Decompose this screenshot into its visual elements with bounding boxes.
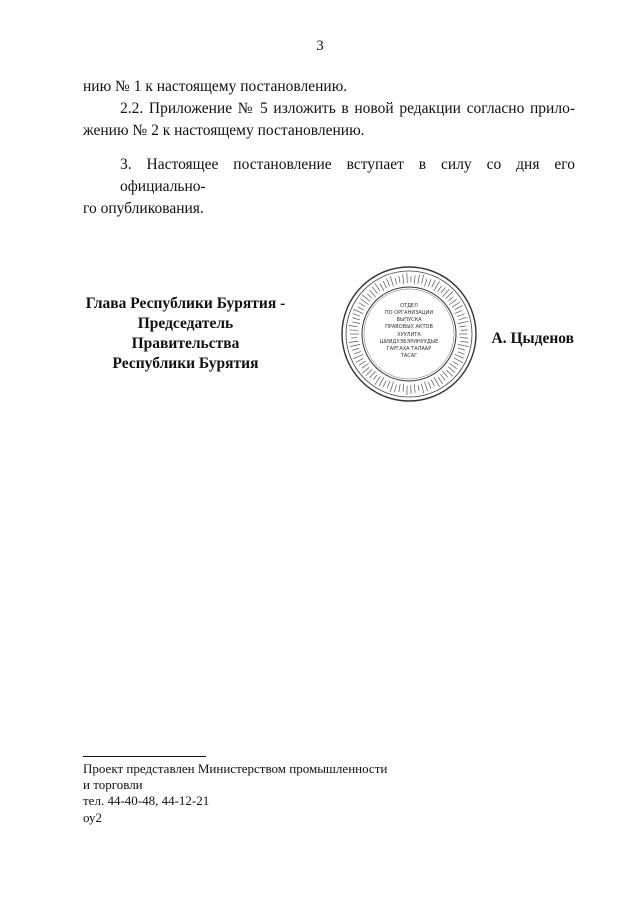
seal-ring-mark bbox=[399, 384, 400, 392]
paragraph-2-2 bbox=[83, 98, 575, 142]
seal-ring-mark bbox=[362, 295, 370, 301]
seal-ring-mark bbox=[387, 381, 390, 387]
paragraph-line: го опубликования. bbox=[83, 200, 204, 217]
seal-ring-mark bbox=[349, 341, 359, 342]
footnote bbox=[83, 761, 387, 809]
seal-ring-mark bbox=[373, 375, 377, 380]
seal-ring-mark bbox=[449, 363, 456, 368]
seal-ring-mark bbox=[375, 376, 381, 384]
seal-ring-mark bbox=[353, 354, 363, 358]
seal-text-line: ПРАВОВЫХ АКТОВ bbox=[385, 324, 433, 330]
seal-ring-mark bbox=[360, 299, 368, 305]
seal-ring-mark bbox=[366, 369, 372, 375]
seal-ring-mark bbox=[424, 382, 427, 392]
paragraph-3 bbox=[83, 154, 575, 220]
seal-ring-mark bbox=[455, 354, 464, 358]
seal-ring-mark bbox=[367, 294, 371, 298]
paragraph-line: жению № 2 к настоящему постановлению. bbox=[83, 122, 365, 139]
seal-ring-mark bbox=[448, 367, 455, 373]
footnote-line: тел. 44-40-48, 44-12-21 bbox=[83, 793, 210, 808]
seal-ring-mark bbox=[370, 290, 376, 297]
seal-ring-mark bbox=[383, 281, 387, 288]
signatory-title bbox=[83, 294, 288, 374]
seal-ring-mark bbox=[356, 358, 363, 362]
seal-ring-mark bbox=[449, 299, 456, 304]
seal-ring-mark bbox=[387, 278, 390, 285]
paragraph-line: 2.2. Приложение № 5 изложить в новой редакции согласно прило- bbox=[120, 100, 575, 117]
seal-ring-mark bbox=[375, 283, 380, 290]
seal-text-line: ГАРГАХА ТАЛААР bbox=[386, 346, 432, 352]
seal-ring-mark bbox=[395, 278, 397, 285]
seal-ring-mark bbox=[441, 288, 445, 294]
seal-ring-mark bbox=[438, 377, 442, 384]
seal-ring-mark bbox=[428, 382, 431, 388]
seal-ring-mark bbox=[370, 371, 376, 378]
seal-ring-mark bbox=[353, 309, 363, 313]
seal-ring-mark bbox=[442, 371, 447, 377]
seal-ring-mark bbox=[428, 279, 431, 286]
seal-ring-mark bbox=[379, 377, 384, 386]
seal-ring-mark bbox=[380, 284, 384, 291]
seal-ring-mark bbox=[460, 326, 467, 327]
page-number: 3 bbox=[316, 38, 324, 54]
seal-ring-mark bbox=[458, 344, 469, 346]
seal-text-line: ВЫПУСКА bbox=[396, 317, 422, 323]
seal-ring-mark bbox=[399, 276, 400, 283]
seal-ring-mark bbox=[422, 275, 424, 284]
signatory-title-line: Республики Бурятия bbox=[112, 355, 259, 372]
seal-ring-mark bbox=[449, 297, 454, 301]
seal-ring-mark bbox=[352, 348, 359, 350]
seal-text-line: ХУУЛИТА bbox=[397, 332, 421, 338]
seal-ring-mark bbox=[457, 314, 465, 317]
seal-ring-mark bbox=[359, 303, 365, 307]
seal-ring-mark bbox=[446, 370, 452, 376]
seal-ring-mark bbox=[418, 275, 420, 284]
seal-ring-mark bbox=[414, 275, 415, 284]
seal-ring-mark bbox=[455, 310, 462, 313]
seal-ring-mark bbox=[359, 361, 366, 365]
seal-ring-mark bbox=[438, 286, 442, 292]
seal-ring-mark bbox=[362, 367, 369, 373]
seal-ring-mark bbox=[414, 384, 415, 393]
paragraph-2-1-end bbox=[83, 76, 575, 98]
signatory-name: А. Цыденов bbox=[491, 330, 574, 347]
seal-ring-mark bbox=[452, 302, 460, 307]
seal-ring-mark bbox=[352, 322, 360, 324]
seal-ring-mark bbox=[458, 352, 465, 354]
seal-ring-mark bbox=[418, 385, 419, 391]
seal-ring-mark bbox=[434, 281, 440, 291]
seal-ring-mark bbox=[434, 377, 440, 387]
seal-ring-mark bbox=[455, 305, 463, 309]
seal-ring-mark bbox=[372, 287, 378, 294]
seal-ring-mark bbox=[432, 280, 436, 287]
seal-ring-mark bbox=[403, 274, 404, 284]
seal-ring-mark bbox=[352, 318, 360, 320]
seal-ring-mark bbox=[349, 330, 358, 331]
seal-ring-mark bbox=[354, 351, 361, 353]
seal-ring-mark bbox=[353, 313, 361, 316]
document-code: оу2 bbox=[83, 810, 103, 825]
seal-ring-mark bbox=[440, 374, 445, 380]
seal-text-line: ТАСАГ bbox=[400, 353, 418, 359]
footnote-line: и торговли bbox=[83, 777, 143, 792]
footnote-line: Проект представлен Министерством промышленности bbox=[83, 761, 388, 776]
official-seal bbox=[340, 265, 478, 403]
seal-ring-mark bbox=[446, 292, 453, 299]
seal-ring-mark bbox=[431, 380, 434, 386]
seal-ring-mark bbox=[358, 307, 364, 310]
seal-ring-mark bbox=[383, 381, 386, 387]
seal-ring-mark bbox=[349, 326, 358, 327]
seal-text-line: ОТДЕЛ bbox=[400, 303, 418, 309]
seal-text-line: ШИИДХЭБЭРИНУУДЫЕ bbox=[379, 339, 439, 345]
seal-ring-mark bbox=[390, 382, 393, 392]
seal-ring-mark bbox=[458, 348, 465, 350]
seal-ring-mark bbox=[453, 362, 458, 365]
seal-ring-mark bbox=[403, 384, 404, 392]
seal-ring-mark bbox=[394, 384, 396, 392]
seal-ring-mark bbox=[390, 276, 393, 286]
seal-ring-mark bbox=[421, 383, 423, 393]
footnote-divider bbox=[83, 756, 206, 757]
seal-ring-mark bbox=[459, 317, 467, 319]
seal-ring-mark bbox=[362, 363, 368, 368]
seal-ring-mark bbox=[424, 279, 426, 287]
seal-text-line: ПО ОРГАНИЗАЦИИ bbox=[384, 310, 434, 316]
seal-ring-mark bbox=[460, 341, 468, 342]
signatory-title-line: Председатель Правительства bbox=[131, 315, 240, 352]
seal-ring-mark bbox=[350, 344, 360, 346]
seal-ring-mark bbox=[454, 358, 463, 363]
signatory-title-line: Глава Республики Бурятия - bbox=[85, 295, 286, 312]
paragraph-line: 3. Настоящее постановление вступает в силу со дня его официально- bbox=[120, 156, 575, 195]
seal-ring-mark bbox=[458, 321, 469, 323]
seal-ring-mark bbox=[460, 338, 468, 339]
paragraph-line: нию № 1 к настоящему постановлению. bbox=[83, 78, 348, 95]
